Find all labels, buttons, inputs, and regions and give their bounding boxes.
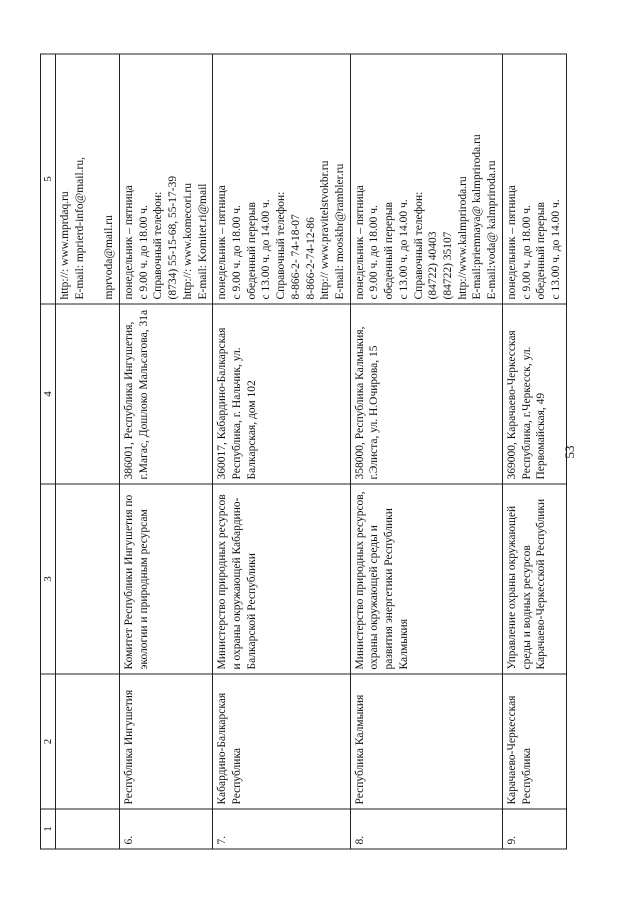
contacts-cell: [350, 54, 502, 304]
contacts-cell: [502, 54, 566, 304]
contact-line: E-mail:priemnaya@ kalmpriroda.ru: [471, 134, 484, 300]
page-number: 53: [562, 445, 577, 459]
contact-line: Справочный телефон:: [152, 191, 165, 300]
contact-line: http://: www.mprdaq.ru: [59, 191, 72, 300]
contact-line: обеденный перерыв: [383, 202, 396, 300]
header-col-1: 1: [41, 809, 56, 849]
contact-line: http://: www.komecori.ru: [181, 183, 194, 300]
contacts-cell: [56, 54, 120, 304]
contact-line: (8734) 55-15-68, 55-17-39: [167, 175, 180, 300]
contact-line: E-mail:voda@ kalmpriroda.ru: [486, 160, 499, 300]
agency-cell: Комитет Республики Ингушетия по экологии и природным ресурсам: [119, 484, 212, 674]
header-col-3: 3: [41, 484, 56, 674]
contact-line: E-mail: mprierd-info@mail.ru,: [73, 157, 86, 300]
row-number: 7.: [213, 809, 350, 849]
contacts-cell: [213, 54, 350, 304]
address-cell: 360017, Кабардино-Балкарская Республика, г. Нальчик, ул. Балкарская, дом 102: [213, 304, 350, 484]
contact-line: 8-866-2- 74-18-07: [289, 214, 302, 300]
contact-line: (84722) 40403: [427, 231, 440, 300]
contact-line: Справочный телефон:: [412, 191, 425, 300]
contacts-table: [40, 54, 567, 850]
address-cell: 358000, Республика Калмыкия, г.Элиста, ул. Н.Очирова, 15: [350, 304, 502, 484]
contact-line: mprvoda@mail.ru: [103, 215, 116, 300]
contact-line: с 13.00 ч. до 14.00 ч.: [260, 199, 273, 300]
contact-line: понедельник – пятница: [122, 185, 135, 300]
contact-line: с 13.00 ч. до 14.00 ч.: [397, 199, 410, 300]
contact-line: с 13.00 ч. до 14.00 ч.: [550, 199, 563, 300]
contact-line: понедельник – пятница: [505, 185, 518, 300]
contact-line: E-mail: Komitet.ri@mail: [196, 183, 209, 300]
table-row: [502, 54, 566, 849]
region-cell: Республика Калмыкия: [350, 674, 502, 809]
contact-line: обеденный перерыв: [245, 202, 258, 300]
table-row: [213, 54, 350, 849]
table-row: [350, 54, 502, 849]
header-row: [41, 54, 56, 849]
row-number: 9.: [502, 809, 566, 849]
agency-cell: Управление охраны окружающей среды и водных ресурсов Карачаево-Черкесской Республики: [502, 484, 566, 674]
contact-line: (84722) 35107: [442, 231, 455, 300]
rotated-page: [40, 55, 600, 850]
contact-line: 8-866-2-74-12-86: [304, 217, 317, 300]
region-cell: Кабардино-Балкарская Республика: [213, 674, 350, 809]
address-cell: 369000, Карачаево-Черкесская Республика, г.Черкесск, ул. Первомайская, 49: [502, 304, 566, 484]
contact-line: с 9.00 ч. до 18.00 ч.: [230, 205, 243, 300]
header-col-2: 2: [41, 674, 56, 809]
contact-line: Справочный телефон:: [275, 191, 288, 300]
region-cell: Карачаево-Черкесская Республика: [502, 674, 566, 809]
contact-line: понедельник – пятница: [353, 185, 366, 300]
agency-cell: Министерство природных ресурсов, охраны окружающей среды и развития энергетики Республики Калмыкия: [350, 484, 502, 674]
contact-line: с 9.00 ч. до 18.00 ч.: [137, 205, 150, 300]
header-col-5: 5: [41, 54, 56, 304]
row-number: 6.: [119, 809, 212, 849]
contact-line: [88, 59, 103, 300]
contacts-cell: [119, 54, 212, 304]
contact-line: E-mail: mooskbr@rambler.ru: [334, 163, 347, 300]
contact-line: с 9.00 ч. до 18.00 ч.: [520, 205, 533, 300]
row-number: 8.: [350, 809, 502, 849]
table-row-continuation: [56, 54, 120, 849]
table-row: [119, 54, 212, 849]
contact-line: обеденный перерыв: [535, 202, 548, 300]
contact-line: понедельник – пятница: [216, 185, 229, 300]
agency-cell: Министерство природных ресурсов и охраны окружающей Кабардино-Балкарской Республики: [213, 484, 350, 674]
address-cell: 386001, Республика Ингушетия, г.Магас, Дошлоко Мальсагова, 31а: [119, 304, 212, 484]
contact-line: с 9.00 ч. до 18.00 ч.: [368, 205, 381, 300]
region-cell: Республика Ингушетия: [119, 674, 212, 809]
header-col-4: 4: [41, 304, 56, 484]
contact-line: http:// www.pravitelstvokbr.ru: [319, 160, 332, 300]
contact-line: http://www.kalmpriroda.ru: [456, 176, 469, 300]
